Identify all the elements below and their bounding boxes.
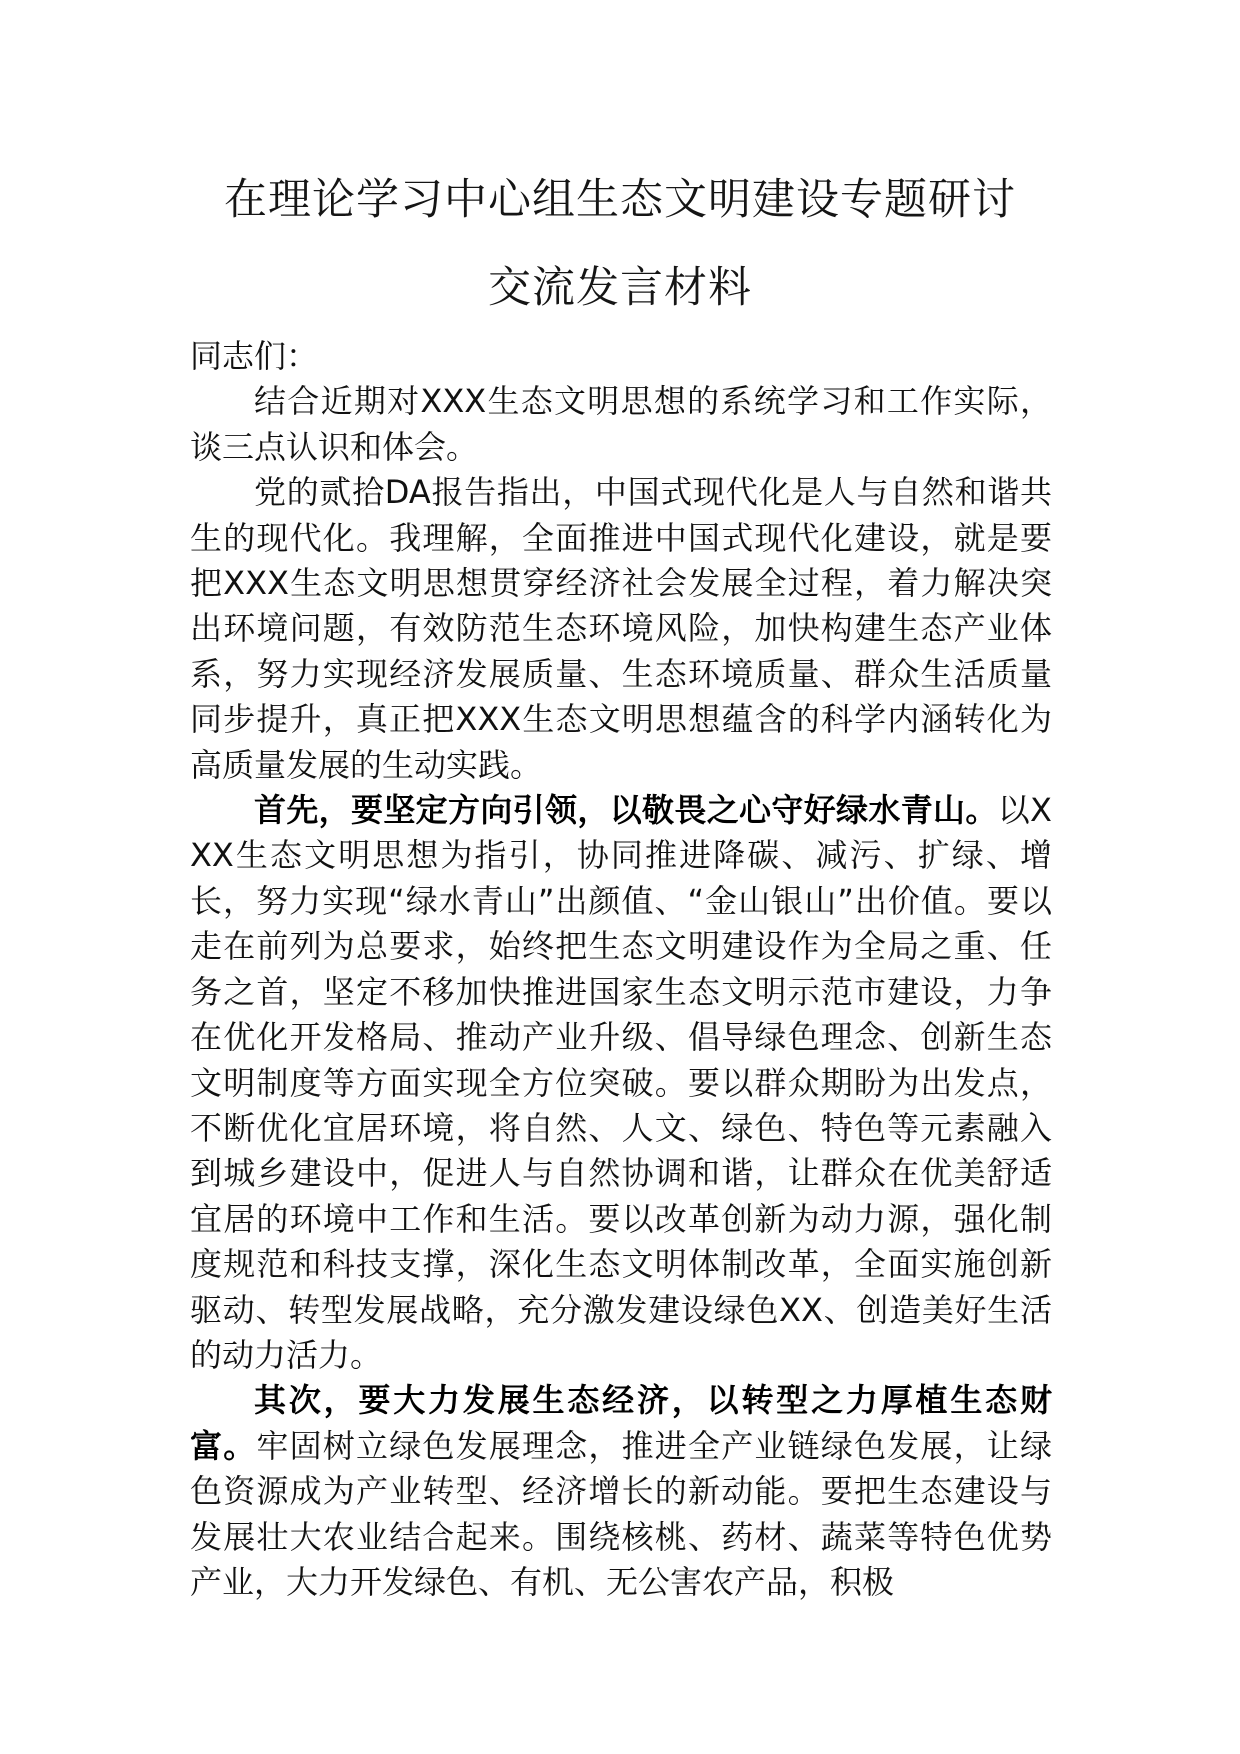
paragraph-context-text: 党的贰拾DA报告指出，中国式现代化是人与自然和谐共生的现代化。我理解，全面推进中国式现代化建设，就是要把XXX生态文明思想贯穿经济社会发展全过程，着力解决突出环境问题，有效防范生态环境风险，加快构建生态产业体系，努力实现经济发展质量、生态环境质量、群众生活质量同步提升，真正把XXX生态文明思想蕴含的科学内涵转化为高质量发展的生动实践。 [190,473,1052,784]
paragraph-first-point [190,788,1052,1378]
second-point-heading: 其次，要大力发展生态经济，以转型之力厚植生态财富。 [190,1381,1052,1465]
document-title-line-1: 在理论学习中心组生态文明建设专题研讨 [224,175,1016,225]
paragraph-intro [190,379,1052,470]
first-point-text: 以XXX生态文明思想为指引，协同推进降碳、减污、扩绿、增长，努力实现“绿水青山”出颜值、“金山银山”出价值。要以走在前列为总要求，始终把生态文明建设作为全局之重、任务之首，坚定不移加快推进国家生态文明示范市建设，力争在优化开发格局、推动产业升级、倡导绿色理念、创新生态文明制度等方面实现全方位突破。要以群众期盼为出发点，不断优化宜居环境，将自然、人文、绿色、特色等元素融入到城乡建设中，促进人与自然协调和谐，让群众在优美舒适宜居的环境中工作和生活。要以改革创新为动力源，强化制度规范和科技支撑，深化生态文明体制改革，全面实施创新驱动、转型发展战略，充分激发建设绿色XX、创造美好生活的动力活力。 [190,791,1052,1374]
paragraph-second-point [190,1378,1052,1605]
document-title-line-2: 交流发言材料 [488,263,752,313]
first-point-heading: 首先，要坚定方向引领，以敬畏之心守好绿水青山。 [254,791,998,830]
document-body [190,334,1052,1605]
salutation: 同志们： [190,337,319,375]
paragraph-context [190,470,1052,788]
second-point-text: 牢固树立绿色发展理念，推进全产业链绿色发展，让绿色资源成为产业转型、经济增长的新动能。要把生态建设与发展壮大农业结合起来。围绕核桃、药材、蔬菜等特色优势产业，大力开发绿色、有机、无公害农产品，积极 [190,1426,1052,1601]
paragraph-intro-text: 结合近期对XXX生态文明思想的系统学习和工作实际，谈三点认识和体会。 [190,382,1052,466]
